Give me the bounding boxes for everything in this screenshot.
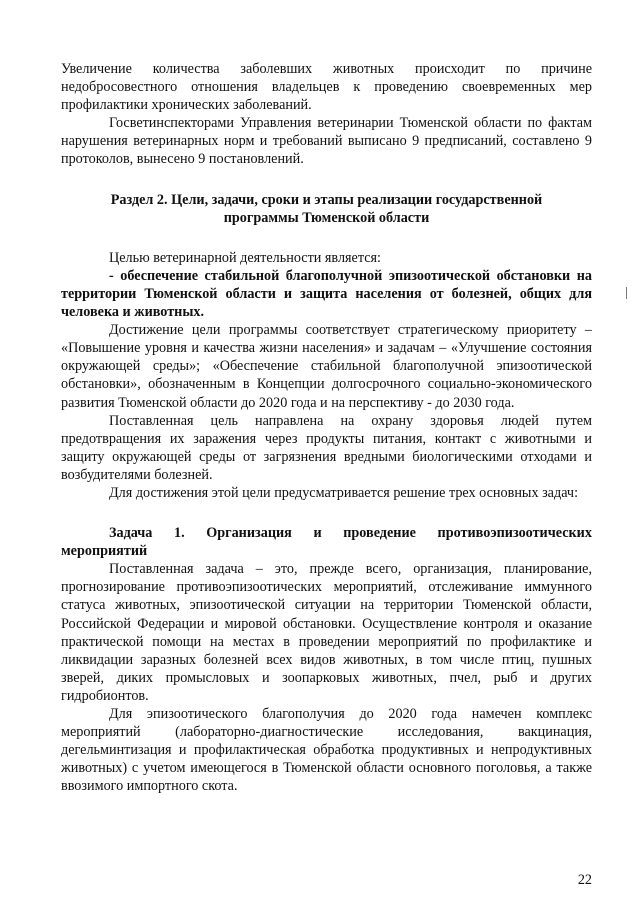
page-number: 22 (577, 872, 592, 888)
task-1-title-continuation: мероприятий (61, 543, 148, 560)
section-heading-line-2: программы Тюменской области (223, 209, 430, 226)
task-1-title-word: и (313, 525, 322, 542)
section-heading-line-1: Раздел 2. Цели, задачи, сроки и этапы реализации государственной (110, 191, 543, 208)
margin-mark (626, 287, 627, 299)
task-1-paragraph-1: Поставленная задача – это, прежде всего, организация, планирование, прогнозирование противоэпизоотических мероприятий, отслеживание иммунного статуса животных, эпизоотической ситуации на территории Тюменской области, Российской Федерации и мировой обстановки. Осуществление контроля и оказание практической помощи на местах в проведении мероприятий по профилактике и ликвидации заразных болезней всех видов животных, в том числе птиц, пушных зверей, диких промысловых и зоопарковых животных, пчел, рыб и других гидробионтов. (61, 561, 592, 704)
tasks-intro-paragraph: Для достижения этой цели предусматривается решение трех основных задач: (109, 484, 579, 501)
goal-statement: - обеспечение стабильной благополучной эпизоотической обстановки на территории Тюменской области и защита населения от болезней, общих для человека и животных. (61, 267, 592, 321)
task-1-title-word: противоэпизоотических (437, 525, 592, 542)
goal-direction-paragraph: Поставленная цель направлена на охрану здоровья людей путем предотвращения их заражения через продукты питания, контакт с животными и защиту окружающей среды от загрязнения вредными биологическими отходами и возбудителями болезней. (61, 412, 592, 483)
task-1-title-word: Задача (109, 525, 153, 542)
goal-intro: Целью ветеринарной деятельности является: (109, 249, 381, 266)
intro-paragraph-2: Госветинспекторами Управления ветеринарии Тюменской области по фактам нарушения ветеринарных норм и требований выписано 9 предписаний, составлено 9 протоколов, вынесено 9 постановлений. (61, 115, 592, 168)
task-1-paragraph-2: Для эпизоотического благополучия до 2020 года намечен комплекс мероприятий (лабораторно-диагностические исследования, вакцинация, дегельминтизация и профилактическая обработка продуктивных и непродуктивных животных) с учетом имеющегося в Тюменской области основного поголовья, а также ввозимого импортного скота. (61, 706, 592, 795)
task-1-title-word: Организация (206, 525, 292, 542)
task-1-title-word: 1. (173, 525, 185, 542)
task-1-title (61, 524, 592, 542)
strategy-paragraph: Достижение цели программы соответствует стратегическому приоритету – «Повышение уровня и качества жизни населения» и задачам – «Улучшение состояния окружающей среды»; «Обеспечение стабильной благополучной эпизоотической обстановки», обозначенным в Концепции долгосрочного социально-экономического развития Тюменской области до 2020 года и на перспективу - до 2030 года. (61, 322, 592, 411)
intro-paragraph-1: Увеличение количества заболевших животных происходит по причине недобросовестного отношения владельцев к проведению своевременных мер профилактики хронических заболеваний. (61, 61, 592, 114)
document-page (61, 60, 592, 795)
task-1-title-word: проведение (343, 525, 416, 542)
